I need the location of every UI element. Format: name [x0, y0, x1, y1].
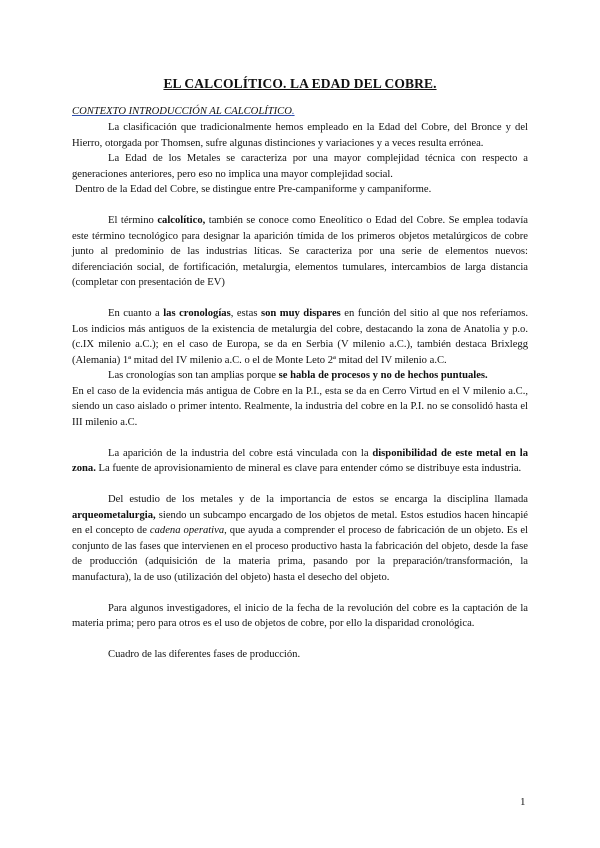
section-heading — [72, 106, 295, 117]
bold-term-cronologias: las cronologías — [163, 308, 231, 319]
bold-term-disponibilidad: disponibilidad de este metal en la zona. — [72, 447, 528, 474]
text-run: La aparición de la industria del cobre está vinculada con la — [108, 447, 373, 459]
document-body — [72, 120, 528, 663]
paragraph-cuadro: Cuadro de las diferentes fases de producción. — [108, 649, 301, 660]
text-run: Las cronologías son tan amplias porque — [108, 370, 279, 381]
text-run: La fuente de aprovisionamiento de mineral es clave para entender cómo se distribuye esta industria. — [95, 463, 522, 474]
text-run: en función del sitio al que nos referíamos. Los indicios más antiguos de la existencia de metalurgia del cobre, destacando la zona de Anatolia y p.o. (c.IX milenio a.C.); en el caso de Europa, se da en Serbia (V milenio a.C.), también destaca Brixlegg (Alemania) 1ª mitad del IV milenio a.C. o el de Monte Leto 2ª mitad del IV milenio a.C. — [72, 308, 529, 366]
page-number: 1 — [520, 796, 526, 808]
text-run: siendo un subcampo encargado de los objetos de metal. Estos estudios hacen hincapié en el concepto de — [72, 509, 528, 536]
italic-term-cadena-operativa: cadena operativa — [149, 525, 225, 536]
text-run: , que ayuda a comprender el proceso de fabricación de un objeto. Es el conjunto de las fases que intervienen en el proceso productivo hasta la fabricación del objeto, desde la fase de producción (adquisición de la materia prima, pasando por la preparación/transformación, la manufactura), la de uso (utilización del objeto) hasta el desecho del objeto. — [72, 525, 528, 583]
text-run: , estas — [230, 308, 261, 319]
bold-term-dispares: son muy dispares — [260, 308, 341, 319]
bold-term-arqueometalurgia: arqueometalurgia, — [72, 509, 156, 521]
paragraph-disponibilidad — [72, 446, 528, 477]
paragraph-metal-age: La Edad de los Metales se caracteriza por una mayor complejidad técnica con respecto a generaciones anteriores, pero eso no implica una mayor complejidad social. — [72, 153, 528, 180]
text-run: también se conoce como Eneolítico o Edad del Cobre. Se emplea todavía este término tecnológico para designar la aparición tímida de los primeros objetos metalúrgicos de cobre junto al predominio de las industrias líticas. Se caracteriza por una serie de elementos nuevos: diferenciación social, de fortificación, metalurgia, elementos tumulares, intercambios de larga distancia (completar con presentación de EV) — [72, 215, 528, 288]
paragraph-calcolitico — [72, 213, 528, 291]
paragraph-peninsula-iberica: En el caso de la evidencia más antigua de Cobre en la P.I., esta se da en Cerro Virtud en el V milenio a.C., siendo un caso aislado o primer intento. Realmente, la industria del cobre en la P.I. no se consolidó hasta el III milenio a.C. — [72, 385, 528, 428]
text-run: En cuanto a — [108, 308, 164, 319]
paragraph-arqueometalurgia — [72, 492, 528, 585]
paragraph-cronologias — [72, 306, 528, 368]
text-run: Del estudio de los metales y de la importancia de estos se encarga la disciplina llamada — [108, 494, 528, 505]
paragraph-procesos — [72, 368, 528, 384]
paragraph-classification: La clasificación que tradicionalmente hemos empleado en la Edad del Cobre, del Bronce y del Hierro, otorgada por Thomsen, sufre algunas distinciones y variaciones y a veces resulta errónea. — [72, 122, 528, 149]
paragraph-revolucion-cobre: Para algunos investigadores, el inicio de la fecha de la revolución del cobre es la captación de la materia prima; pero para otros es el uso de objetos de cobre, por ello la disparidad cronológica. — [72, 602, 528, 629]
text-run: El término — [108, 215, 158, 226]
paragraph-copper-age-division: Dentro de la Edad del Cobre, se distingue entre Pre-campaniforme y campaniforme. — [75, 184, 432, 195]
section-heading-text: CONTEXTO INTRODUCCIÓN AL CALCOLÍTICO — [72, 106, 292, 117]
document-title: EL CALCOLÍTICO. LA EDAD DEL COBRE. — [163, 76, 437, 91]
section-heading-dot: . — [291, 106, 295, 117]
bold-term-calcolitico: calcolítico, — [157, 215, 206, 226]
bold-term-procesos: se habla de procesos y no de hechos puntuales. — [278, 370, 488, 381]
